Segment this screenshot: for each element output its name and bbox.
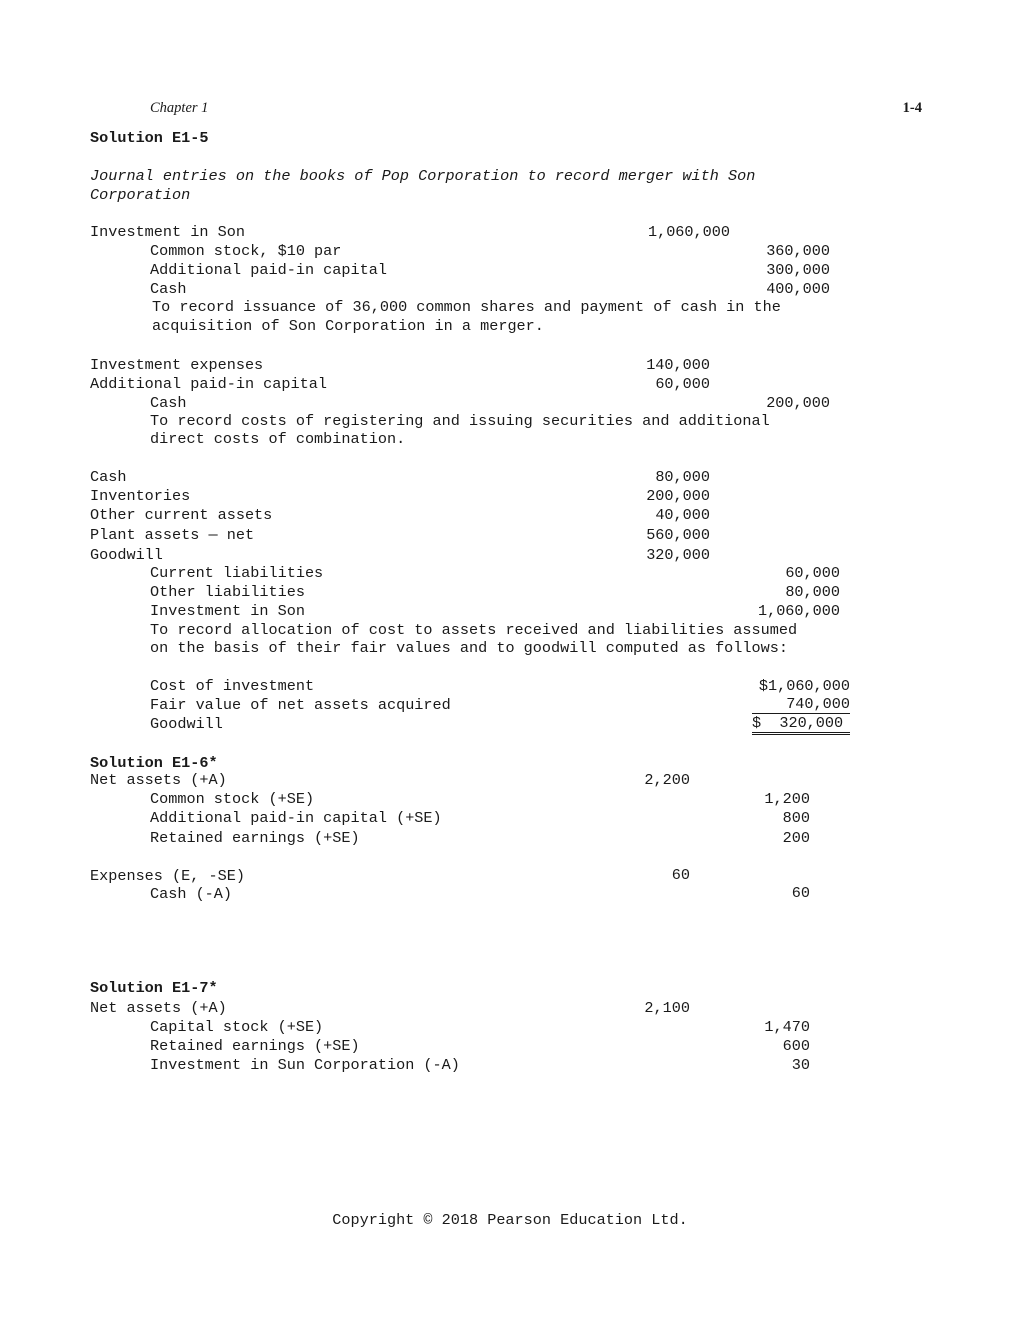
copyright-footer: Copyright © 2018 Pearson Education Ltd. — [332, 1211, 688, 1229]
cr-account: Investment in Sun Corporation (-A) — [150, 1056, 460, 1074]
cr-amount: 800 — [782, 809, 810, 827]
cr-amount: 1,200 — [764, 790, 810, 808]
dr-amount: 2,200 — [644, 771, 690, 789]
memo-line: acquisition of Son Corporation in a merger. — [152, 317, 544, 335]
dr-amount: 320,000 — [646, 546, 710, 564]
dr-account: Investment expenses — [90, 356, 264, 374]
dr-account: Investment in Son — [90, 223, 245, 241]
calc-label: Cost of investment — [150, 677, 315, 695]
calc-amount: $ 320,000 — [752, 715, 850, 735]
section-title-e1-5: Solution E1-5 — [90, 129, 209, 147]
dr-amount: 140,000 — [646, 356, 710, 374]
cr-amount: 1,060,000 — [757, 602, 840, 620]
cr-amount: 600 — [782, 1037, 810, 1055]
cr-amount: 30 — [791, 1056, 810, 1074]
calc-amount: 740,000 — [752, 696, 850, 714]
cr-account: Cash (-A) — [150, 885, 233, 903]
cr-account: Common stock (+SE) — [150, 790, 315, 808]
cr-amount: 80,000 — [785, 583, 840, 601]
cr-account: Retained earnings (+SE) — [150, 1037, 360, 1055]
memo-line: on the basis of their fair values and to goodwill computed as follows: — [150, 639, 788, 657]
section-title-e1-6: Solution E1-6* — [90, 754, 218, 772]
dr-amount: 60,000 — [655, 375, 710, 393]
cr-account: Cash — [150, 394, 187, 412]
page-number: 1-4 — [902, 100, 922, 116]
cr-amount: 300,000 — [766, 261, 830, 279]
cr-amount: 200 — [782, 829, 810, 847]
cr-account: Common stock, $10 par — [150, 242, 342, 260]
cr-amount: 1,470 — [764, 1018, 810, 1036]
intro-line-2: Corporation — [90, 186, 191, 204]
calc-label: Fair value of net assets acquired — [150, 696, 451, 714]
cr-account: Current liabilities — [150, 564, 324, 582]
section-title-e1-7: Solution E1-7* — [90, 979, 218, 997]
dr-account: Other current assets — [90, 506, 273, 524]
dr-amount: 1,060,000 — [647, 223, 730, 241]
cr-account: Capital stock (+SE) — [150, 1018, 324, 1036]
cr-amount: 60,000 — [785, 564, 840, 582]
dr-account: Net assets (+A) — [90, 771, 227, 789]
intro-line-1: Journal entries on the books of Pop Corporation to record merger with Son — [90, 167, 756, 185]
cr-account: Additional paid-in capital — [150, 261, 387, 279]
dr-account: Net assets (+A) — [90, 999, 227, 1017]
memo-line: To record issuance of 36,000 common shares and payment of cash in the — [152, 298, 781, 316]
dr-amount: 60 — [671, 866, 690, 884]
cr-account: Investment in Son — [150, 602, 305, 620]
dr-account: Cash — [90, 468, 127, 486]
dr-account: Inventories — [90, 487, 191, 505]
dr-amount: 560,000 — [646, 526, 710, 544]
memo-line: To record costs of registering and issuing securities and additional — [150, 412, 770, 430]
cr-amount: 400,000 — [766, 280, 830, 298]
memo-line: To record allocation of cost to assets received and liabilities assumed — [150, 621, 798, 639]
dr-account: Expenses (E, -SE) — [90, 867, 245, 885]
cr-amount: 200,000 — [766, 394, 830, 412]
calc-amount: $1,060,000 — [758, 677, 850, 695]
dr-amount: 80,000 — [655, 468, 710, 486]
dr-amount: 200,000 — [646, 487, 710, 505]
memo-line: direct costs of combination. — [150, 430, 406, 448]
dr-amount: 2,100 — [644, 999, 690, 1017]
dr-account: Plant assets — net — [90, 526, 255, 544]
chapter-label: Chapter 1 — [150, 100, 209, 116]
dr-account: Goodwill — [90, 546, 163, 564]
dr-amount: 40,000 — [655, 506, 710, 524]
cr-account: Retained earnings (+SE) — [150, 829, 360, 847]
cr-account: Additional paid-in capital (+SE) — [150, 809, 442, 827]
dr-account: Additional paid-in capital — [90, 375, 327, 393]
cr-account: Cash — [150, 280, 187, 298]
calc-label: Goodwill — [150, 715, 223, 733]
cr-account: Other liabilities — [150, 583, 305, 601]
cr-amount: 60 — [791, 884, 810, 902]
cr-amount: 360,000 — [766, 242, 830, 260]
